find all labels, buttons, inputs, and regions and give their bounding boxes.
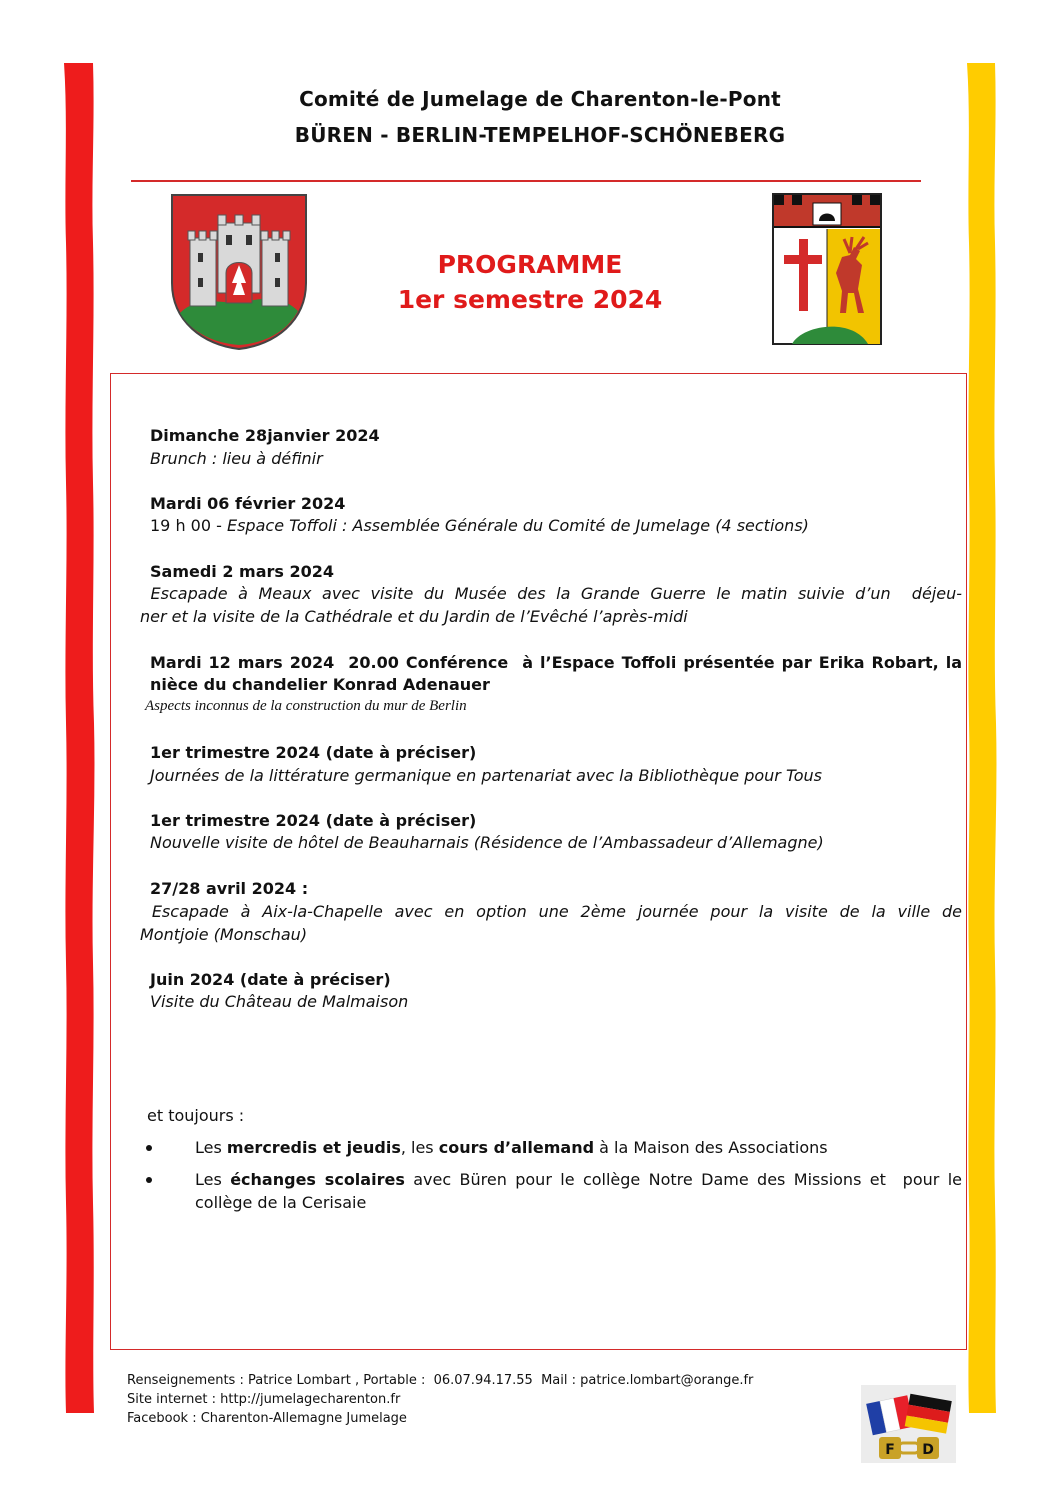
bullet-1-bold2: cours d’allemand bbox=[438, 1138, 595, 1157]
bullet-1-mid: , les bbox=[400, 1138, 439, 1157]
tempelhof-schoeneberg-coat-of-arms-icon bbox=[772, 193, 882, 345]
event-6-desc: Nouvelle visite de hôtel de Beauharnais (Résidence de l’Ambassadeur d’Allemagne) bbox=[150, 833, 824, 852]
always-intro: et toujours : bbox=[147, 1106, 245, 1125]
event-2-line bbox=[150, 515, 809, 537]
event-3-date: Samedi 2 mars 2024 bbox=[150, 562, 335, 581]
event-5-date: 1er trimestre 2024 (date à préciser) bbox=[150, 743, 477, 762]
bullet-1-pre: Les bbox=[195, 1138, 227, 1157]
event-8-desc: Visite du Château de Malmaison bbox=[150, 992, 409, 1011]
bullet-1 bbox=[195, 1137, 828, 1159]
event-7-desc-line2: Montjoie (Monschau) bbox=[140, 925, 308, 944]
event-8-date: Juin 2024 (date à préciser) bbox=[150, 970, 391, 989]
event-2-date: Mardi 06 février 2024 bbox=[150, 494, 346, 513]
event-4-desc: Aspects inconnus de la construction du mur de Berlin bbox=[145, 698, 467, 714]
event-3-desc-line2: ner et la visite de la Cathédrale et du Jardin de l’Evêché l’après-midi bbox=[140, 607, 688, 626]
programme-subtitle: 1er semestre 2024 bbox=[397, 285, 663, 314]
header-divider bbox=[131, 180, 921, 182]
bullet-1-bold1: mercredis et jeudis bbox=[226, 1138, 401, 1157]
right-yellow-band bbox=[963, 63, 1003, 1413]
event-1-date: Dimanche 28janvier 2024 bbox=[150, 426, 380, 445]
event-3-desc-line1: Escapade à Meaux avec visite du Musée des la Grande Guerre le matin suivie d’un déjeu- bbox=[140, 584, 962, 603]
footer-facebook: Facebook : Charenton-Allemagne Jumelage bbox=[127, 1411, 407, 1426]
programme-title: PROGRAMME bbox=[437, 250, 623, 279]
bullet-2-line2: collège de la Cerisaie bbox=[195, 1193, 367, 1212]
event-7-desc-line1: Escapade à Aix-la-Chapelle avec en option une 2ème journée pour la visite de la ville de bbox=[140, 902, 962, 921]
bullet-2-post: avec Büren pour le collège Notre Dame des Missions et pour le bbox=[404, 1170, 963, 1189]
event-2-time: 19 h 00 - bbox=[150, 516, 227, 535]
footer-contact: Renseignements : Patrice Lombart , Portable : 06.07.94.17.55 Mail : patrice.lombart@orange.fr bbox=[127, 1373, 754, 1388]
event-1-desc: Brunch : lieu à définir bbox=[150, 449, 323, 468]
event-6-date: 1er trimestre 2024 (date à préciser) bbox=[150, 811, 477, 830]
buren-coat-of-arms-icon bbox=[170, 193, 308, 351]
bullet-dot-2 bbox=[146, 1177, 152, 1183]
event-7-date: 27/28 avril 2024 : bbox=[150, 879, 309, 898]
bullet-2-pre: Les bbox=[195, 1170, 231, 1189]
event-4-title-line2: nièce du chandelier Konrad Adenauer bbox=[150, 675, 490, 694]
bullet-2-line1 bbox=[195, 1169, 962, 1191]
bullet-dot-1 bbox=[146, 1145, 152, 1151]
event-4-title-line1: Mardi 12 mars 2024 20.00 Conférence à l’Espace Toffoli présentée par Erika Robart, la bbox=[150, 653, 962, 672]
header-subtitle: BÜREN - BERLIN-TEMPELHOF-SCHÖNEBERG bbox=[294, 123, 786, 147]
franco-german-friendship-badge-icon bbox=[861, 1385, 956, 1463]
event-2-desc: Espace Toffoli : Assemblée Générale du Comité de Jumelage (4 sections) bbox=[226, 516, 809, 535]
badge-letter-f: F bbox=[885, 1442, 895, 1458]
bullet-1-post: à la Maison des Associations bbox=[594, 1138, 828, 1157]
footer-site: Site internet : http://jumelagecharenton.fr bbox=[127, 1392, 401, 1407]
left-red-band bbox=[60, 63, 100, 1413]
header-title: Comité de Jumelage de Charenton-le-Pont bbox=[299, 87, 781, 111]
badge-letter-d: D bbox=[922, 1442, 934, 1458]
event-5-desc: Journées de la littérature germanique en partenariat avec la Bibliothèque pour Tous bbox=[150, 766, 823, 785]
bullet-2-bold1: échanges scolaires bbox=[230, 1170, 405, 1189]
